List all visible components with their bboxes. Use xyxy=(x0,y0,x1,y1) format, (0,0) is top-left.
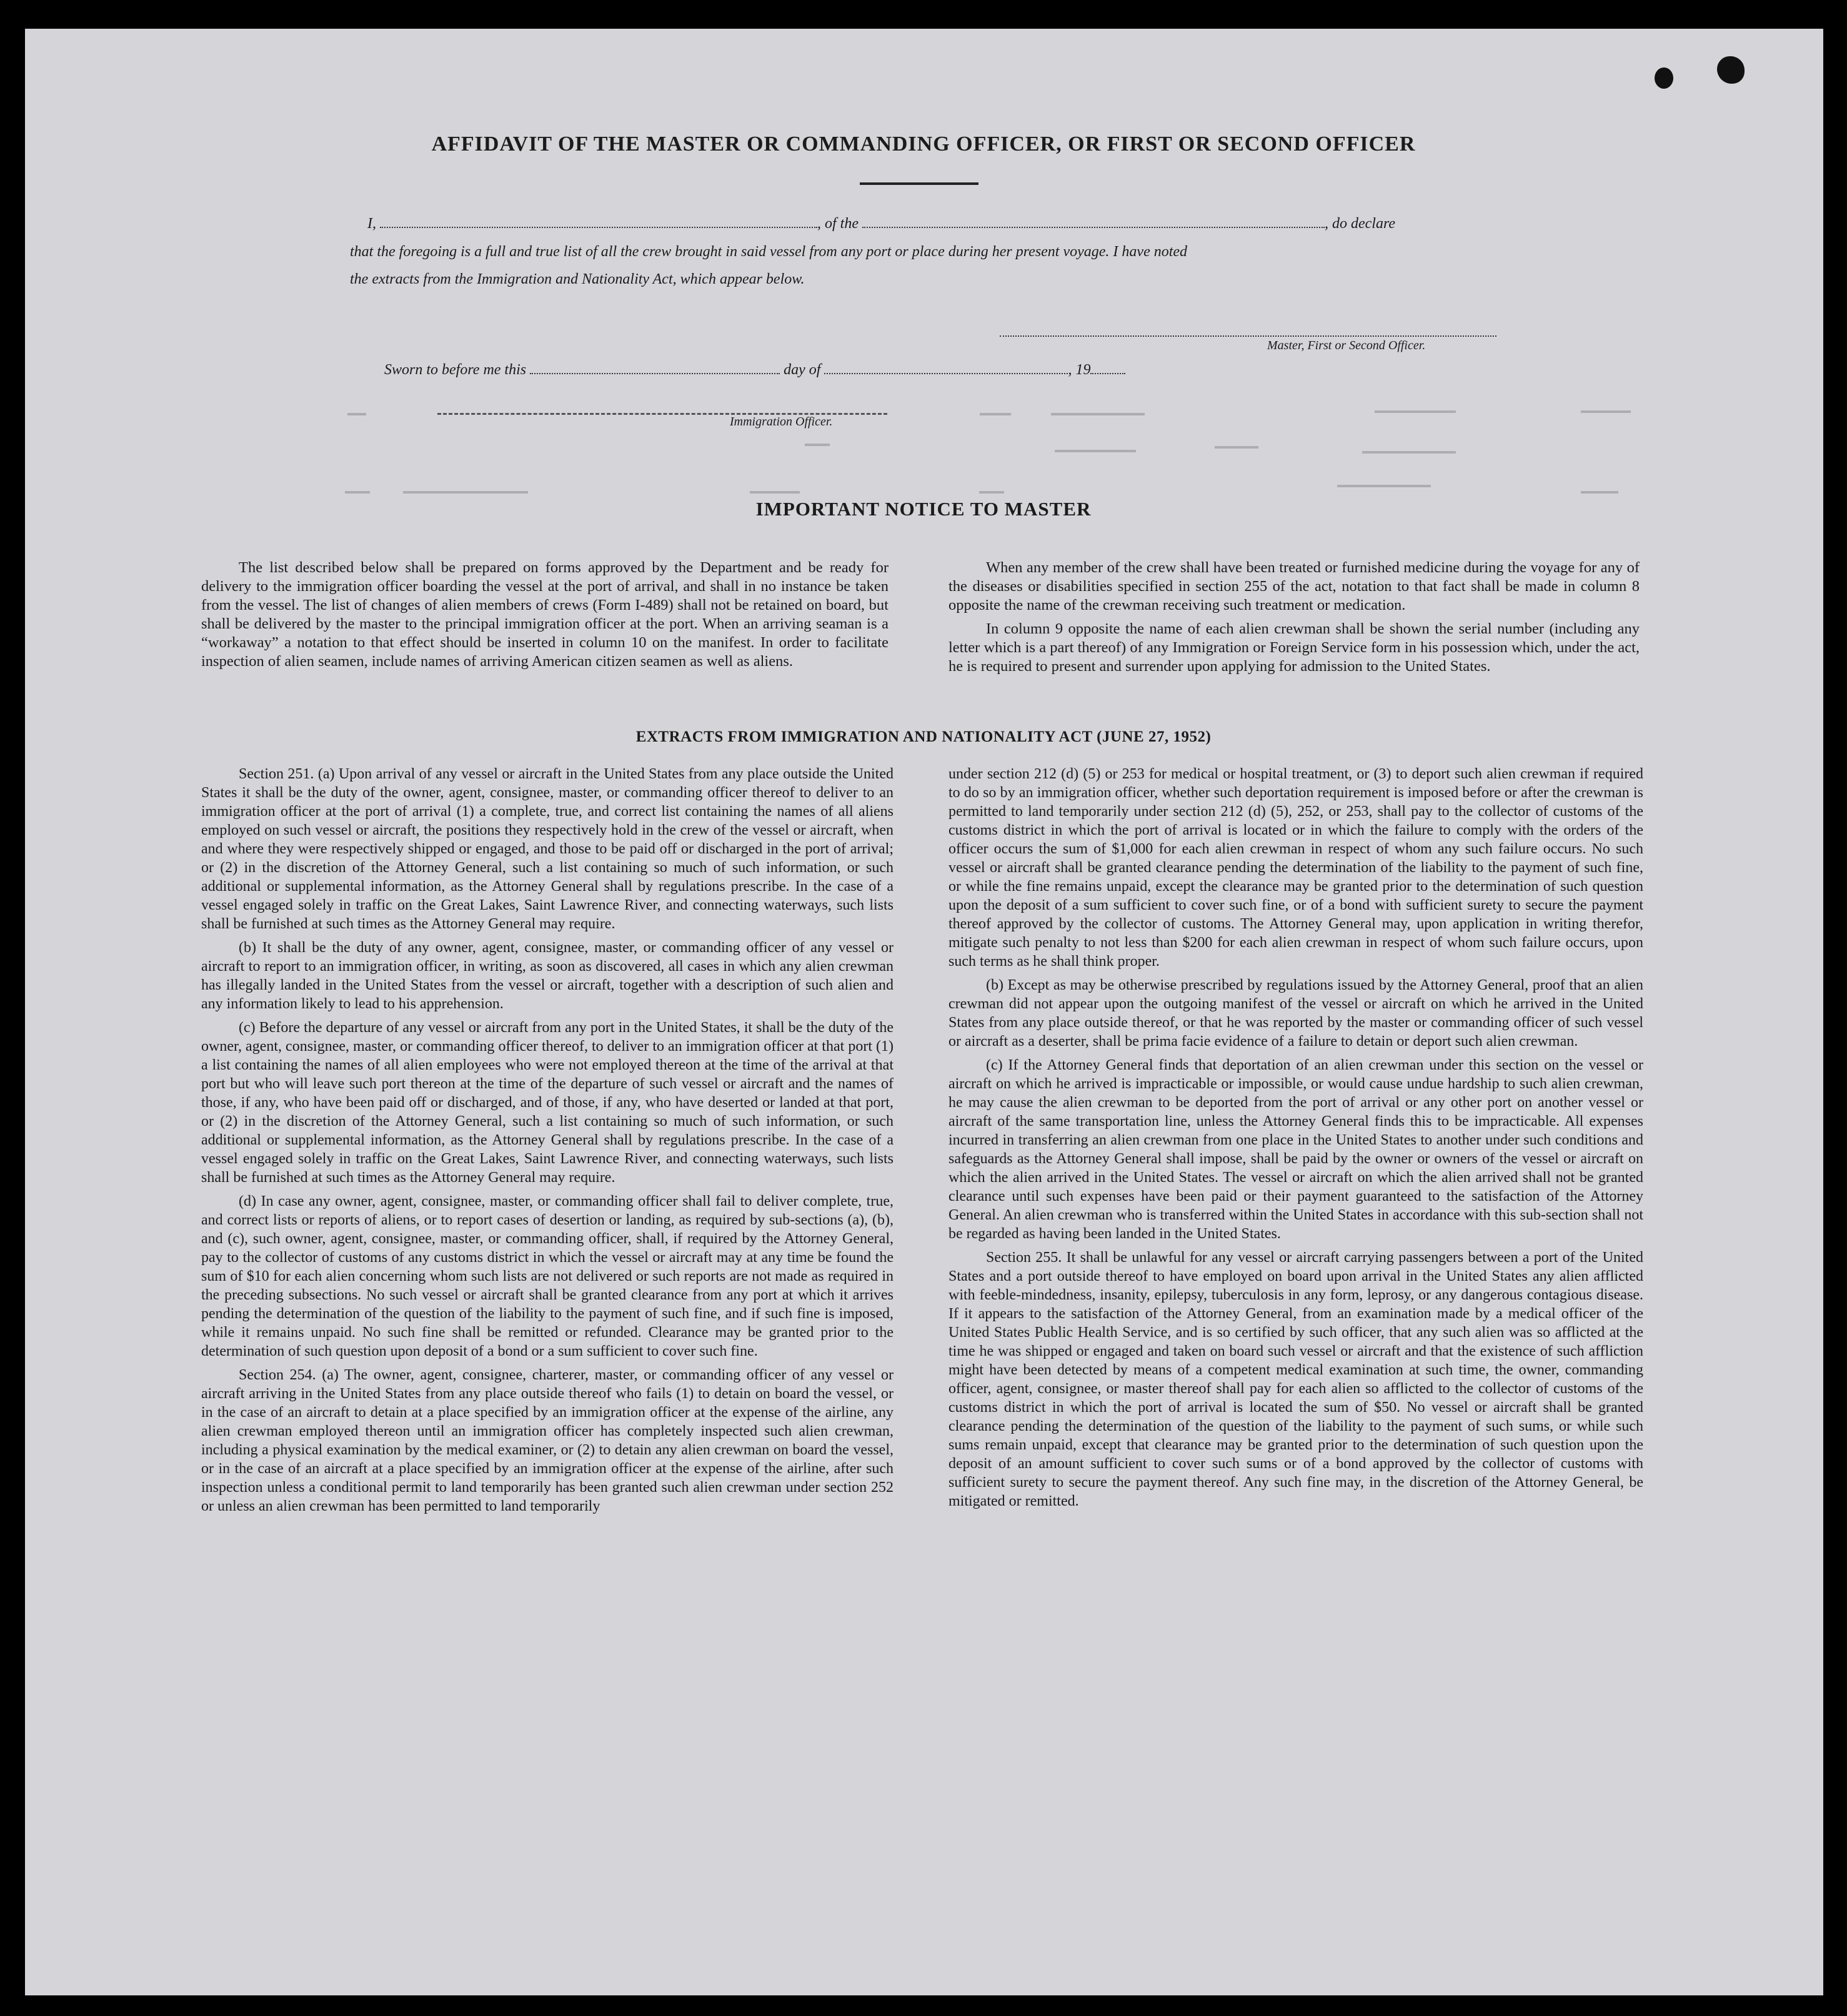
declare-do-declare-text: , do declare xyxy=(1325,216,1396,232)
notice-paragraph: When any member of the crew shall have been treated or furnished medicine during the voyage for any of the diseases or disabilities specified in section 255 of the act, notation to that fact shall be made in column 8 opposite the name of the crewman receiving such treatment or medication. xyxy=(948,559,1640,613)
declaration-name-line xyxy=(367,214,1395,232)
extract-paragraph: Section 251. (a) Upon arrival of any vessel or aircraft in the United States from any place outside the United States it shall be the duty of the owner, agent, consignee, master, or commanding officer thereof to deliver to an immigration officer at the port of arrival (1) a complete, true, and correct list containing the names of all aliens employed on such vessel or aircraft, the positions they respectively hold in the crew of the vessel or aircraft, when and where they were respectively shipped or engaged, and those to be paid off or discharged in the port of arrival; or (2) in the discretion of the Attorney General, such a list containing so much of such information, or such additional or supplemental information, as the Attorney General shall by regulations prescribe. In the case of a vessel engaged solely in traffic on the Great Lakes, Saint Lawrence River, and connecting waterways, such lists shall be furnished at such times as the Attorney General may require. xyxy=(201,766,894,932)
sworn-line xyxy=(384,360,1125,379)
faint-mark xyxy=(979,491,1004,494)
faint-mark xyxy=(347,413,366,415)
extracts-title: EXTRACTS FROM IMMIGRATION AND NATIONALITY ACT (JUNE 27, 1952) xyxy=(635,728,1212,745)
sworn-year-blank[interactable] xyxy=(1090,360,1125,374)
faint-mark xyxy=(1215,446,1258,449)
immigration-officer-label: Immigration Officer. xyxy=(730,415,833,429)
sworn-date-blank[interactable] xyxy=(530,360,780,374)
declaration-line-1: that the foregoing is a full and true list of all the crew brought in said vessel from any port or place during her present voyage. I have noted xyxy=(350,244,1188,260)
extracts-right-column xyxy=(948,765,1643,1516)
sworn-year-text: , 19 xyxy=(1068,362,1091,378)
extract-paragraph: under section 212 (d) (5) or 253 for medical or hospital treatment, or (3) to deport such alien crewman if required to do so by an immigration officer, whether such deportation requirement is imposed before or after the crewman is permitted to land temporarily under section 212 (d) (5), 252, or 253, shall pay to the collector of customs of the customs district in which the port of arrival is located or in which the failure to comply with the orders of the officer occurs the sum of $1,000 for each alien crewman in respect of whom any such failure occurs. No such vessel or aircraft shall be granted clearance pending the determination of the liability to the payment of such fine, or while the fine remains unpaid, except the clearance may be granted prior to the determination of such question upon the deposit of a sum sufficient to cover such fine, or of a bond with sufficient surety to secure the payment thereof approved by the collector of customs. The Attorney General may, upon application in writing therefor, mitigate such penalty to not less than $200 for each alien crewman in respect of whom such failure occurs, upon such terms as he shall think proper. xyxy=(948,766,1643,970)
sworn-month-blank[interactable] xyxy=(824,360,1068,374)
title-underline xyxy=(860,182,978,185)
faint-mark xyxy=(1581,491,1618,494)
faint-mark xyxy=(1051,413,1145,415)
faint-mark xyxy=(1581,410,1631,413)
faint-mark xyxy=(805,444,830,446)
faint-mark xyxy=(403,491,528,494)
extract-paragraph: (d) In case any owner, agent, consignee, master, or commanding officer shall fail to deliver complete, true, and correct lists or reports of aliens, or to report cases of desertion or landing, as required by sub-sections (a), (b), and (c), such owner, agent, consignee, master, or commanding officer, shall, if required by the Attorney General, pay to the collector of customs of any customs district in which the vessel or aircraft may at any time be found the sum of $10 for each alien concerning whom such lists are not delivered or such reports are not made as required in the preceding subsections. No such vessel or aircraft shall be granted clearance from any port at which it arrives pending the determination of the question of the liability to the payment of such fine, and if such fine is imposed, while it remains unpaid. No such fine shall be remitted or refunded. Clearance may be granted prior to the determination of such question upon deposit of a bond or a sum sufficient to cover such fine. xyxy=(201,1193,894,1359)
faint-mark xyxy=(1055,450,1136,452)
master-signature-line[interactable] xyxy=(1000,335,1496,337)
vessel-blank[interactable] xyxy=(862,214,1325,228)
faint-mark xyxy=(1375,410,1456,413)
extract-paragraph: (c) If the Attorney General finds that deportation of an alien crewman under this section on the vessel or aircraft on which he arrived is impracticable or impossible, or would cause undue hardship to such alien crewman, he may cause the alien crewman to be deported from the port of arrival or any other port on another vessel or aircraft of the same transportation line, unless the Attorney General finds this to be impracticable. All expenses incurred in transferring an alien crewman from one place in the United States to another under such conditions and safeguards as the Attorney General shall impose, shall be paid by the owner or owners of the vessel or aircraft on which the alien arrived in the United States. The vessel or aircraft on which the alien arrived shall not be granted clearance until such expenses have been paid or their payment guaranteed to the satisfaction of the Attorney General. An alien crewman who is transferred within the United States in accordance with this sub-section shall not be regarded as having been landed in the United States. xyxy=(948,1057,1643,1242)
notice-left-column xyxy=(201,559,889,676)
declaration-line-2: the extracts from the Immigration and Nationality Act, which appear below. xyxy=(350,271,805,287)
extract-paragraph: Section 254. (a) The owner, agent, consignee, charterer, master, or commanding officer of any vessel or aircraft arriving in the United States from any place outside thereof who fails (1) to detain on board the vessel, or in the case of an aircraft to detain at a place specified by an immigration officer at the expense of the airline, any alien crewman employed thereon until an immigration officer has completely inspected such alien crewman, including a physical examination by the medical examiner, or (2) to detain any alien crewman on board the vessel, or in the case of an aircraft at a place specified by an immigration officer at the expense of the airline, after such inspection unless a conditional permit to land temporarily has been granted such alien crewman under section 252 or unless an alien crewman has been permitted to land temporarily xyxy=(201,1367,894,1514)
faint-mark xyxy=(750,491,800,494)
ink-blot xyxy=(1655,67,1673,89)
extract-paragraph: (c) Before the departure of any vessel or aircraft from any port in the United States, it shall be the duty of the owner, agent, consignee, master, or commanding officer thereof, to deliver to an immigration officer at that port (1) a list containing the names of all alien employees who were not employed thereon at the time of the arrival at that port but who will leave such port thereon at the time of the departure of such vessel or aircraft and the names of those, if any, who have been paid off or discharged, and of those, if any, who have deserted or landed at that port, or (2) in the discretion of the Attorney General, such a list containing so much of such information, or such additional or supplemental information, as the Attorney General shall by regulations prescribe. In the case of a vessel engaged solely in traffic on the Great Lakes, Saint Lawrence River, and connecting waterways, such lists shall be furnished at such times as the Attorney General may require. xyxy=(201,1020,894,1186)
affidavit-title: AFFIDAVIT OF THE MASTER OR COMMANDING OFFICER, OR FIRST OR SECOND OFFICER xyxy=(431,132,1416,156)
extract-paragraph: (b) It shall be the duty of any owner, agent, consignee, master, or commanding officer of any vessel or aircraft to report to an immigration officer, in writing, as soon as discovered, all cases in which any alien crewman has illegally landed in the United States from the vessel or aircraft, together with a description of such alien and any information likely to lead to his apprehension. xyxy=(201,940,894,1012)
name-blank[interactable] xyxy=(380,214,817,228)
notice-title: IMPORTANT NOTICE TO MASTER xyxy=(755,498,1092,520)
faint-mark xyxy=(980,413,1011,415)
faint-mark xyxy=(345,491,370,494)
sworn-prefix-text: Sworn to before me this xyxy=(384,362,527,378)
notice-paragraph: The list described below shall be prepared on forms approved by the Department and be ready for delivery to the immigration officer boarding the vessel at the port of arrival, and shall in no instance be taken from the vessel. The list of changes of alien members of crews (Form I-489) shall not be retained on board, but shall be delivered by the master to the principal immigration officer at the port. When an arriving seaman is a “workaway” a notation to that effect should be inserted in column 10 on the manifest. In order to facilitate inspection of alien seamen, include names of arriving American citizen seamen as well as aliens. xyxy=(201,559,889,670)
faint-mark xyxy=(1362,451,1456,454)
extract-paragraph: Section 255. It shall be unlawful for any vessel or aircraft carrying passengers between a port of the United States and a port outside thereof to have employed on board upon arrival in the United States any alien afflicted with feeble-mindedness, insanity, epilepsy, tuberculosis in any form, leprosy, or any dangerous contagious disease. If it appears to the satisfaction of the Attorney General, from an examination made by a medical officer of the United States Public Health Service, and is so certified by such officer, that any such alien was so afflicted at the time he was shipped or engaged and taken on board such vessel or aircraft and that the existence of such affliction might have been detected by means of a competent medical examination at such time, the owner, commanding officer, agent, consignee, or master thereof shall pay for each alien so afflicted to the collector of customs of the customs district in which the port of arrival is located the sum of $50. No vessel or aircraft shall be granted clearance pending the determination of the question of the liability to the payment of such sums, or while such sums remain unpaid, except that clearance may be granted prior to the determination of such question upon the deposit of an amount sufficient to cover such sums or of a bond approved by the collector of customs with sufficient surety to secure the payment thereof. Any such fine may, in the discretion of the Attorney General, be mitigated or remitted. xyxy=(948,1249,1643,1509)
extracts-left-column xyxy=(201,765,894,1521)
faint-mark xyxy=(1337,485,1431,487)
sworn-day-of-text: day of xyxy=(784,362,821,378)
master-signature-label: Master, First or Second Officer. xyxy=(1267,339,1426,352)
ink-blot xyxy=(1717,56,1745,84)
declare-i-text: I, xyxy=(367,216,376,232)
extract-paragraph: (b) Except as may be otherwise prescribed by regulations issued by the Attorney General, proof that an alien crewman did not appear upon the outgoing manifest of the vessel or aircraft on which he arrived in the United States from any place outside thereof, or that he was reported by the master or commanding officer of such vessel or aircraft as a deserter, shall be prima facie evidence of a failure to detain or deport such alien crewman. xyxy=(948,977,1643,1050)
declare-of-the-text: , of the xyxy=(817,216,859,232)
notice-paragraph: In column 9 opposite the name of each alien crewman shall be shown the serial number (including any letter which is a part thereof) of any Immigration or Foreign Service form in his possession which, under the act, he is required to present and surrender upon applying for admission to the United States. xyxy=(948,620,1640,675)
notice-right-column xyxy=(948,559,1640,681)
